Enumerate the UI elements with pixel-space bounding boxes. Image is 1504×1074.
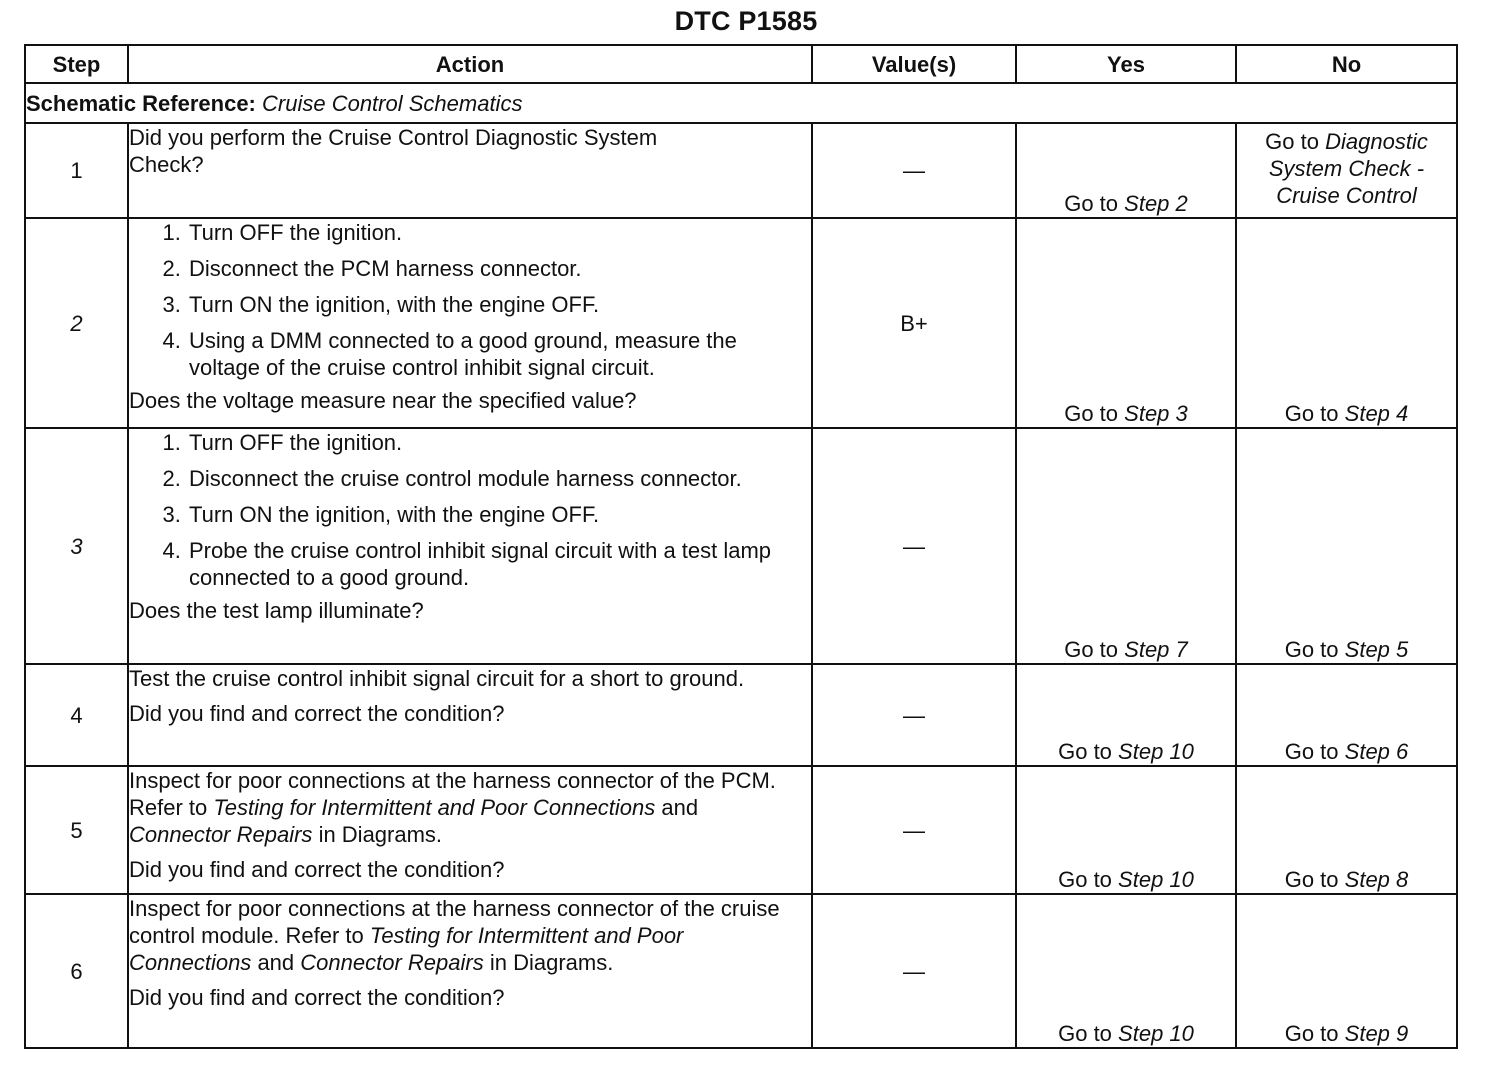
header-no: No (1236, 45, 1457, 83)
step-number: 1 (25, 123, 128, 218)
value-cell: — (812, 123, 1016, 218)
list-item: 3. Turn ON the ignition, with the engine OFF. (187, 501, 781, 528)
reference-link[interactable]: Testing for Intermittent and Poor Connections (129, 923, 684, 975)
step-number: 3 (25, 428, 128, 664)
action-cell (128, 218, 812, 428)
yes-link[interactable]: Step 10 (1118, 1021, 1194, 1046)
page-title: DTC P1585 (674, 6, 818, 36)
reference-link[interactable]: Connector Repairs (129, 822, 313, 847)
header-yes: Yes (1016, 45, 1236, 83)
yes-link[interactable]: Step 10 (1118, 739, 1194, 764)
yes-prefix: Go to (1058, 867, 1112, 892)
list-item: 2. Disconnect the PCM harness connector. (187, 255, 811, 282)
yes-prefix: Go to (1064, 191, 1119, 216)
yes-cell (1016, 766, 1236, 894)
action-text-part: Inspect for poor connections at the harness connector of the cruise control module. Refer to (129, 896, 780, 948)
no-cell (1236, 428, 1457, 664)
action-text (129, 895, 811, 976)
action-text-part: and (257, 950, 295, 975)
no-prefix: Go to (1284, 401, 1339, 426)
header-step: Step (25, 45, 128, 83)
no-link[interactable]: Step 9 (1344, 1021, 1409, 1046)
reference-link[interactable]: Connector Repairs (300, 950, 484, 975)
no-cell (1236, 766, 1457, 894)
action-text-part: Inspect for poor connections at the harness connector of the PCM. Refer to (129, 768, 776, 820)
no-cell (1236, 218, 1457, 428)
header-row (25, 45, 1457, 83)
value-cell: — (812, 664, 1016, 766)
action-cell (128, 428, 812, 664)
value-cell: — (812, 766, 1016, 894)
yes-link[interactable]: Step 7 (1124, 637, 1188, 662)
yes-cell (1016, 894, 1236, 1048)
question-text: Did you find and correct the condition? (129, 857, 505, 882)
action-text-part: in Diagrams. (318, 822, 443, 847)
header-values: Value(s) (812, 45, 1016, 83)
no-link[interactable]: Step 4 (1344, 401, 1409, 426)
action-text-part: and (661, 795, 699, 820)
diagnostic-table (24, 44, 1458, 1049)
no-prefix: Go to (1265, 129, 1319, 154)
schematic-link[interactable]: Cruise Control Schematics (262, 90, 523, 116)
action-cell (128, 894, 812, 1048)
value-cell: — (812, 894, 1016, 1048)
no-link[interactable]: Step 8 (1344, 867, 1409, 892)
question-text: Did you find and correct the condition? (129, 701, 505, 726)
action-cell (128, 123, 812, 218)
no-link[interactable]: Step 5 (1344, 637, 1409, 662)
step-number: 2 (25, 218, 128, 428)
list-item: 3. Turn ON the ignition, with the engine OFF. (187, 291, 811, 318)
yes-cell (1016, 218, 1236, 428)
action-text-part: in Diagrams. (489, 950, 614, 975)
no-link[interactable]: Step 6 (1344, 739, 1409, 764)
schematic-reference (25, 83, 1457, 123)
table-row (25, 894, 1457, 1048)
value-cell: B+ (812, 218, 1016, 428)
no-cell (1236, 664, 1457, 766)
no-cell (1236, 894, 1457, 1048)
question-text: Does the test lamp illuminate? (129, 598, 424, 623)
yes-cell (1016, 664, 1236, 766)
list-item: 4. Probe the cruise control inhibit signal circuit with a test lamp connected to a good ground. (187, 537, 781, 591)
no-link[interactable]: Diagnostic System Check - Cruise Control (1268, 129, 1428, 208)
action-text: Test the cruise control inhibit signal circuit for a short to ground. (129, 666, 745, 691)
list-item: 4. Using a DMM connected to a good ground, measure the voltage of the cruise control inhibit signal circuit. (187, 327, 811, 381)
no-prefix: Go to (1284, 637, 1339, 662)
no-prefix: Go to (1284, 739, 1339, 764)
no-prefix: Go to (1284, 1021, 1339, 1046)
step-number: 6 (25, 894, 128, 1048)
yes-cell (1016, 123, 1236, 218)
yes-link[interactable]: Step 2 (1124, 191, 1188, 216)
action-text: Did you perform the Cruise Control Diagnostic System Check? (129, 125, 658, 177)
table-row (25, 123, 1457, 218)
step-number: 4 (25, 664, 128, 766)
no-cell (1236, 123, 1457, 218)
yes-prefix: Go to (1058, 739, 1112, 764)
yes-link[interactable]: Step 10 (1118, 867, 1194, 892)
table-row (25, 428, 1457, 664)
yes-prefix: Go to (1064, 401, 1119, 426)
yes-prefix: Go to (1058, 1021, 1112, 1046)
value-cell: — (812, 428, 1016, 664)
schematic-label: Schematic Reference: (26, 90, 256, 116)
list-item: 2. Disconnect the cruise control module harness connector. (187, 465, 781, 492)
action-cell (128, 664, 812, 766)
yes-cell (1016, 428, 1236, 664)
reference-link[interactable]: Testing for Intermittent and Poor Connections (213, 795, 656, 820)
action-text (129, 767, 811, 848)
no-prefix: Go to (1284, 867, 1339, 892)
header-action: Action (128, 45, 812, 83)
list-item: 1. Turn OFF the ignition. (187, 219, 811, 246)
yes-link[interactable]: Step 3 (1124, 401, 1188, 426)
table-row (25, 664, 1457, 766)
list-item: 1. Turn OFF the ignition. (187, 429, 781, 456)
action-cell (128, 766, 812, 894)
step-number: 5 (25, 766, 128, 894)
yes-prefix: Go to (1064, 637, 1119, 662)
question-text: Did you find and correct the condition? (129, 985, 505, 1010)
table-row (25, 218, 1457, 428)
instruction-list (129, 219, 811, 381)
table-row (25, 766, 1457, 894)
instruction-list (129, 429, 811, 591)
schematic-row (25, 83, 1457, 123)
question-text: Does the voltage measure near the specified value? (129, 388, 637, 413)
